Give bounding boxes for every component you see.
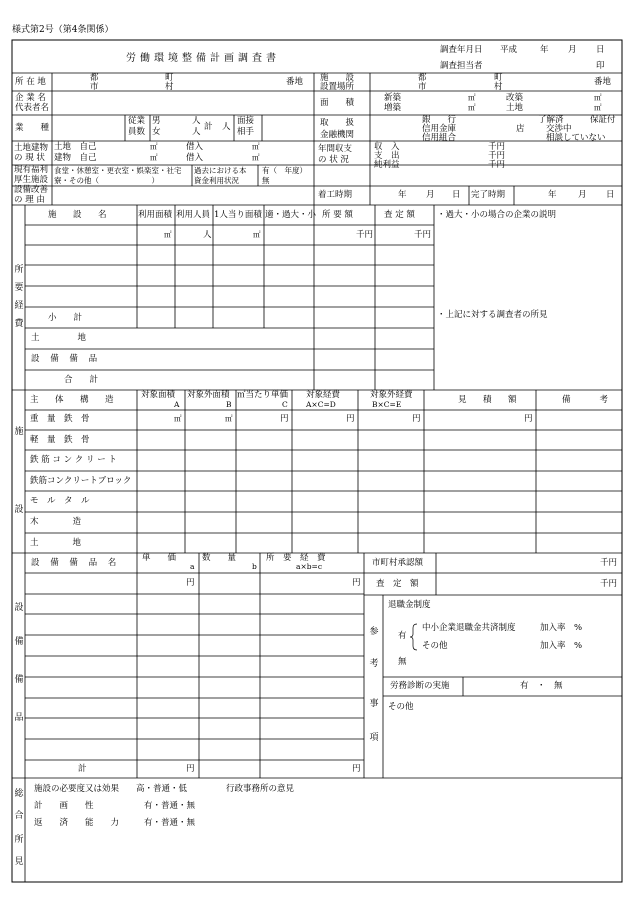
land-lease-m2: ㎡: [252, 142, 260, 151]
overall-side-2: 合: [14, 811, 24, 821]
col-unit-price-sub: C: [282, 400, 288, 409]
equipment-side-1: 設: [14, 603, 24, 613]
not-consulted: 相談していない: [546, 133, 606, 143]
building-lease: 借入: [186, 153, 204, 163]
welfare-label-1: 現有福利: [14, 165, 49, 175]
addr-machi: 町: [165, 73, 174, 83]
start-year: 年: [398, 190, 407, 200]
land-row-label: 土 地: [31, 333, 94, 343]
era-label: 平成: [500, 45, 518, 55]
reference-side-1: 参: [369, 627, 379, 637]
retirement-sme: 中小企業退職金共済制度: [422, 623, 516, 633]
equipment-row-label: 設 備 備 品: [31, 354, 102, 364]
facility-side-2: 要: [14, 283, 24, 293]
renovate-m2: ㎡: [594, 93, 602, 102]
revenue-label: 収 入: [374, 142, 400, 152]
structure-row-wood: 木 造: [30, 517, 82, 527]
col-outside-area-sub: B: [226, 400, 232, 409]
profit-label: 純利益: [374, 160, 400, 170]
land-lease: 借入: [186, 142, 204, 152]
year-label: 年: [540, 45, 549, 55]
credit-bank: 信用金庫: [422, 124, 457, 134]
start-month: 月: [426, 190, 435, 200]
col-target-area-sub: A: [174, 400, 180, 409]
bank-label-2: 金融機関: [320, 130, 355, 140]
col-use-area: 利用面積: [138, 210, 173, 220]
expense-yen: 千円: [488, 151, 506, 161]
unit-estimate-yen: 円: [524, 414, 533, 424]
structure-row-rc-block: 鉄筋コンクリートブロック: [30, 476, 132, 486]
overall-side-4: 見: [14, 857, 24, 867]
col-required: 所 要 額: [322, 210, 353, 220]
company-name-label: 企 業 名: [15, 93, 46, 103]
diagnosis-label: 労務診断の実施: [390, 681, 450, 691]
area-label: 面 積: [320, 98, 355, 108]
complete-label: 完了時期: [471, 190, 506, 200]
fp-shi: 市: [418, 82, 427, 92]
survey-date-label: 調査年月日: [440, 45, 483, 55]
col-fitness: 適・過大・小: [265, 210, 317, 220]
overall-side-1: 総: [14, 789, 24, 799]
male-label: 男: [152, 116, 161, 126]
addr-banchi: 番地: [286, 77, 304, 87]
land-status-1: 土地建物: [14, 143, 49, 153]
unit-target-area: ㎡: [174, 414, 182, 423]
unit-outside-area: ㎡: [225, 414, 233, 423]
land-own: 土地 自己: [54, 142, 97, 152]
retirement-other-rate: 加入率 %: [540, 641, 583, 651]
rep-name-label: 代表者名: [15, 103, 50, 113]
repay-value: 有・普通・無: [144, 818, 196, 828]
bank-label-1: 取 扱: [320, 118, 355, 128]
credit-union: 信用組合: [422, 133, 457, 143]
structure-row-light-steel: 軽 量 鉄 骨: [30, 435, 90, 445]
structure-row-heavy-steel: 重 量 鉄 骨: [30, 414, 90, 424]
complete-year: 年: [548, 190, 557, 200]
guarantee: 保証付: [590, 115, 616, 125]
planning-label: 計 画 性: [34, 801, 94, 811]
welfare-label-2: 厚生施設: [14, 175, 49, 185]
fp-machi: 町: [494, 73, 503, 83]
addr-mura: 村: [165, 82, 174, 92]
new-m2: ㎡: [468, 93, 476, 102]
land-own-m2: ㎡: [150, 142, 158, 151]
diagnosis-value: 有 ・ 無: [520, 681, 563, 691]
necessity-label: 施設の必要度又は効果 高・普通・低: [34, 784, 188, 794]
past-use-2: 資金利用状況: [194, 176, 239, 185]
welfare-items-2: 寮・その他（ ）: [54, 176, 159, 185]
understood: 了解済: [538, 115, 564, 125]
female-person: 人: [192, 127, 201, 137]
total-label: 計: [204, 122, 213, 132]
col-remarks: 備 考: [562, 395, 613, 405]
col-unit-price: ㎡当たり単価: [237, 390, 289, 400]
col-users: 利用人員: [176, 210, 211, 220]
col-target-cost: 対象経費: [306, 390, 341, 400]
reason-label-2: の 理 由: [14, 195, 45, 205]
fp-banchi: 番地: [594, 77, 612, 87]
income-label-1: 年間収支: [318, 144, 353, 154]
negotiating: 交渉中: [546, 124, 572, 134]
overall-side-3: 所: [14, 835, 24, 845]
surveyor-label: 調査担当者: [440, 61, 483, 71]
addr-shi: 市: [90, 82, 99, 92]
equipment-side-2: 備: [14, 637, 24, 647]
col-target-area: 対象面積: [141, 390, 176, 400]
retirement-yes: 有: [398, 631, 407, 641]
structure-row-mortar: モ ル タ ル: [30, 496, 90, 506]
equipment-side-3: 備: [14, 675, 24, 685]
unit-assessed-yen: 千円: [414, 230, 432, 240]
land-m2: ㎡: [594, 103, 602, 112]
retirement-label: 退職金制度: [388, 600, 431, 610]
structure-row-rc: 鉄 筋 コ ン ク リ ー ト: [30, 455, 117, 465]
col-quantity-sub: b: [252, 562, 257, 571]
col-facility-name: 施 設 名: [48, 210, 111, 220]
col-unit-price: 単 価: [142, 553, 177, 563]
land-area: 土地: [506, 103, 524, 113]
extend-build: 増築: [384, 103, 402, 113]
reason-label-1: 設備改善: [14, 185, 49, 195]
bank-type: 銀 行: [422, 115, 457, 125]
assessed-amount-label: 査 定 額: [376, 579, 419, 589]
planning-value: 有・普通・無: [144, 801, 196, 811]
reference-side-2: 考: [369, 659, 379, 669]
retirement-other: その他: [422, 641, 448, 651]
female-label: 女: [152, 127, 161, 137]
office-opinion-label: 行政事務所の意見: [226, 784, 295, 794]
past-use-no: 無: [262, 176, 270, 185]
col-equipment-name: 設 備 備 品 名: [31, 558, 121, 568]
note-surveyor: ・上記に対する調査者の所見: [437, 310, 548, 320]
col-target-cost-sub: A×C=D: [306, 400, 336, 409]
retirement-sme-rate: 加入率 %: [540, 623, 583, 633]
complete-day: 日: [606, 190, 615, 200]
col-quantity: 数 量: [202, 553, 237, 563]
col-outside-cost-sub: B×C=E: [372, 400, 402, 409]
branch-label: 店: [516, 124, 525, 134]
revenue-yen: 千円: [488, 142, 506, 152]
past-use-1: 過去における本: [194, 166, 247, 175]
building-own: 建物 自己: [54, 153, 97, 163]
expense-label: 支 出: [374, 151, 400, 161]
welfare-items-1: 食堂・休憩室・更衣室・娯楽室・社宅: [54, 166, 182, 175]
unit-cost-yen: 円: [352, 578, 361, 588]
start-day: 日: [452, 190, 461, 200]
total-row-label: 合 計: [64, 375, 99, 385]
land-status-2: の 現 状: [14, 153, 45, 163]
seal-label: 印: [596, 61, 605, 71]
facility-place-label-1: 施 設: [320, 73, 355, 83]
total-person: 人: [222, 122, 231, 132]
month-label: 月: [568, 45, 577, 55]
equipment-total-label: 計: [78, 764, 87, 774]
profit-yen: 千円: [488, 160, 506, 170]
structure-side-2: 設: [14, 505, 24, 515]
employees-2: 員数: [128, 127, 146, 137]
form-title: 労働環境整備計画調査書: [126, 53, 280, 64]
facility-side-3: 経: [14, 301, 24, 311]
municipal-approval-label: 市町村承認額: [372, 558, 424, 568]
col-per-area: 1人当り面積: [214, 210, 262, 220]
municipal-approval-yen: 千円: [600, 558, 618, 568]
complete-month: 月: [578, 190, 587, 200]
unit-outside-yen: 円: [412, 414, 421, 424]
col-unit-price-sub: a: [190, 562, 195, 571]
facility-side-1: 所: [14, 265, 24, 275]
start-label: 着工時期: [318, 190, 353, 200]
equipment-total-cost-yen: 円: [352, 764, 361, 774]
retirement-no: 無: [398, 657, 407, 667]
unit-price-yen: 円: [186, 578, 195, 588]
other-notes-label: その他: [388, 702, 414, 712]
subtotal-label: 小 計: [48, 313, 83, 323]
industry-label: 業 種: [15, 123, 50, 133]
unit-required-yen: 千円: [356, 230, 374, 240]
structure-side-1: 施: [14, 427, 24, 437]
col-required-cost: 所 要 経 費: [266, 553, 326, 563]
past-use-yes: 有（ 年度）: [262, 166, 307, 175]
building-own-m2: ㎡: [150, 153, 158, 162]
col-outside-area: 対象外面積: [187, 390, 230, 400]
unit-area: ㎡: [164, 230, 172, 239]
col-outside-cost: 対象外経費: [370, 390, 413, 400]
extend-m2: ㎡: [468, 103, 476, 112]
employees-1: 従業: [128, 116, 146, 126]
assessed-amount-yen: 千円: [600, 579, 618, 589]
fp-mura: 村: [494, 82, 503, 92]
col-required-cost-sub: a×b=c: [296, 562, 323, 571]
interview-1: 面接: [237, 116, 255, 126]
fp-to: 都: [418, 73, 427, 83]
renovate: 改築: [506, 93, 524, 103]
form-code: 様式第2号（第4条関係）: [12, 25, 114, 35]
unit-price-yen: 円: [280, 414, 289, 424]
new-build: 新築: [384, 93, 402, 103]
reference-side-4: 項: [369, 733, 379, 743]
facility-place-label-2: 設置場所: [320, 82, 355, 92]
equipment-side-4: 品: [14, 713, 24, 723]
day-label: 日: [596, 45, 605, 55]
unit-per-area: ㎡: [253, 230, 261, 239]
col-structure: 主 体 構 造: [30, 395, 118, 405]
addr-to: 都: [90, 73, 99, 83]
unit-person: 人: [203, 230, 212, 240]
repay-label: 返 済 能 力: [34, 818, 120, 828]
col-estimate: 見 積 額: [458, 395, 521, 405]
note-company: ・過大・小の場合の企業の説明: [437, 210, 557, 220]
reference-side-3: 事: [369, 699, 379, 709]
male-person: 人: [192, 116, 201, 126]
income-label-2: の 状 況: [318, 155, 349, 165]
col-assessed: 査 定 額: [384, 210, 415, 220]
equipment-total-price-yen: 円: [186, 764, 195, 774]
location-label: 所 在 地: [15, 77, 46, 87]
structure-row-land: 土 地: [30, 538, 82, 548]
unit-target-yen: 円: [346, 414, 355, 424]
interview-2: 相手: [237, 127, 255, 137]
building-lease-m2: ㎡: [252, 153, 260, 162]
facility-side-4: 費: [14, 319, 24, 329]
